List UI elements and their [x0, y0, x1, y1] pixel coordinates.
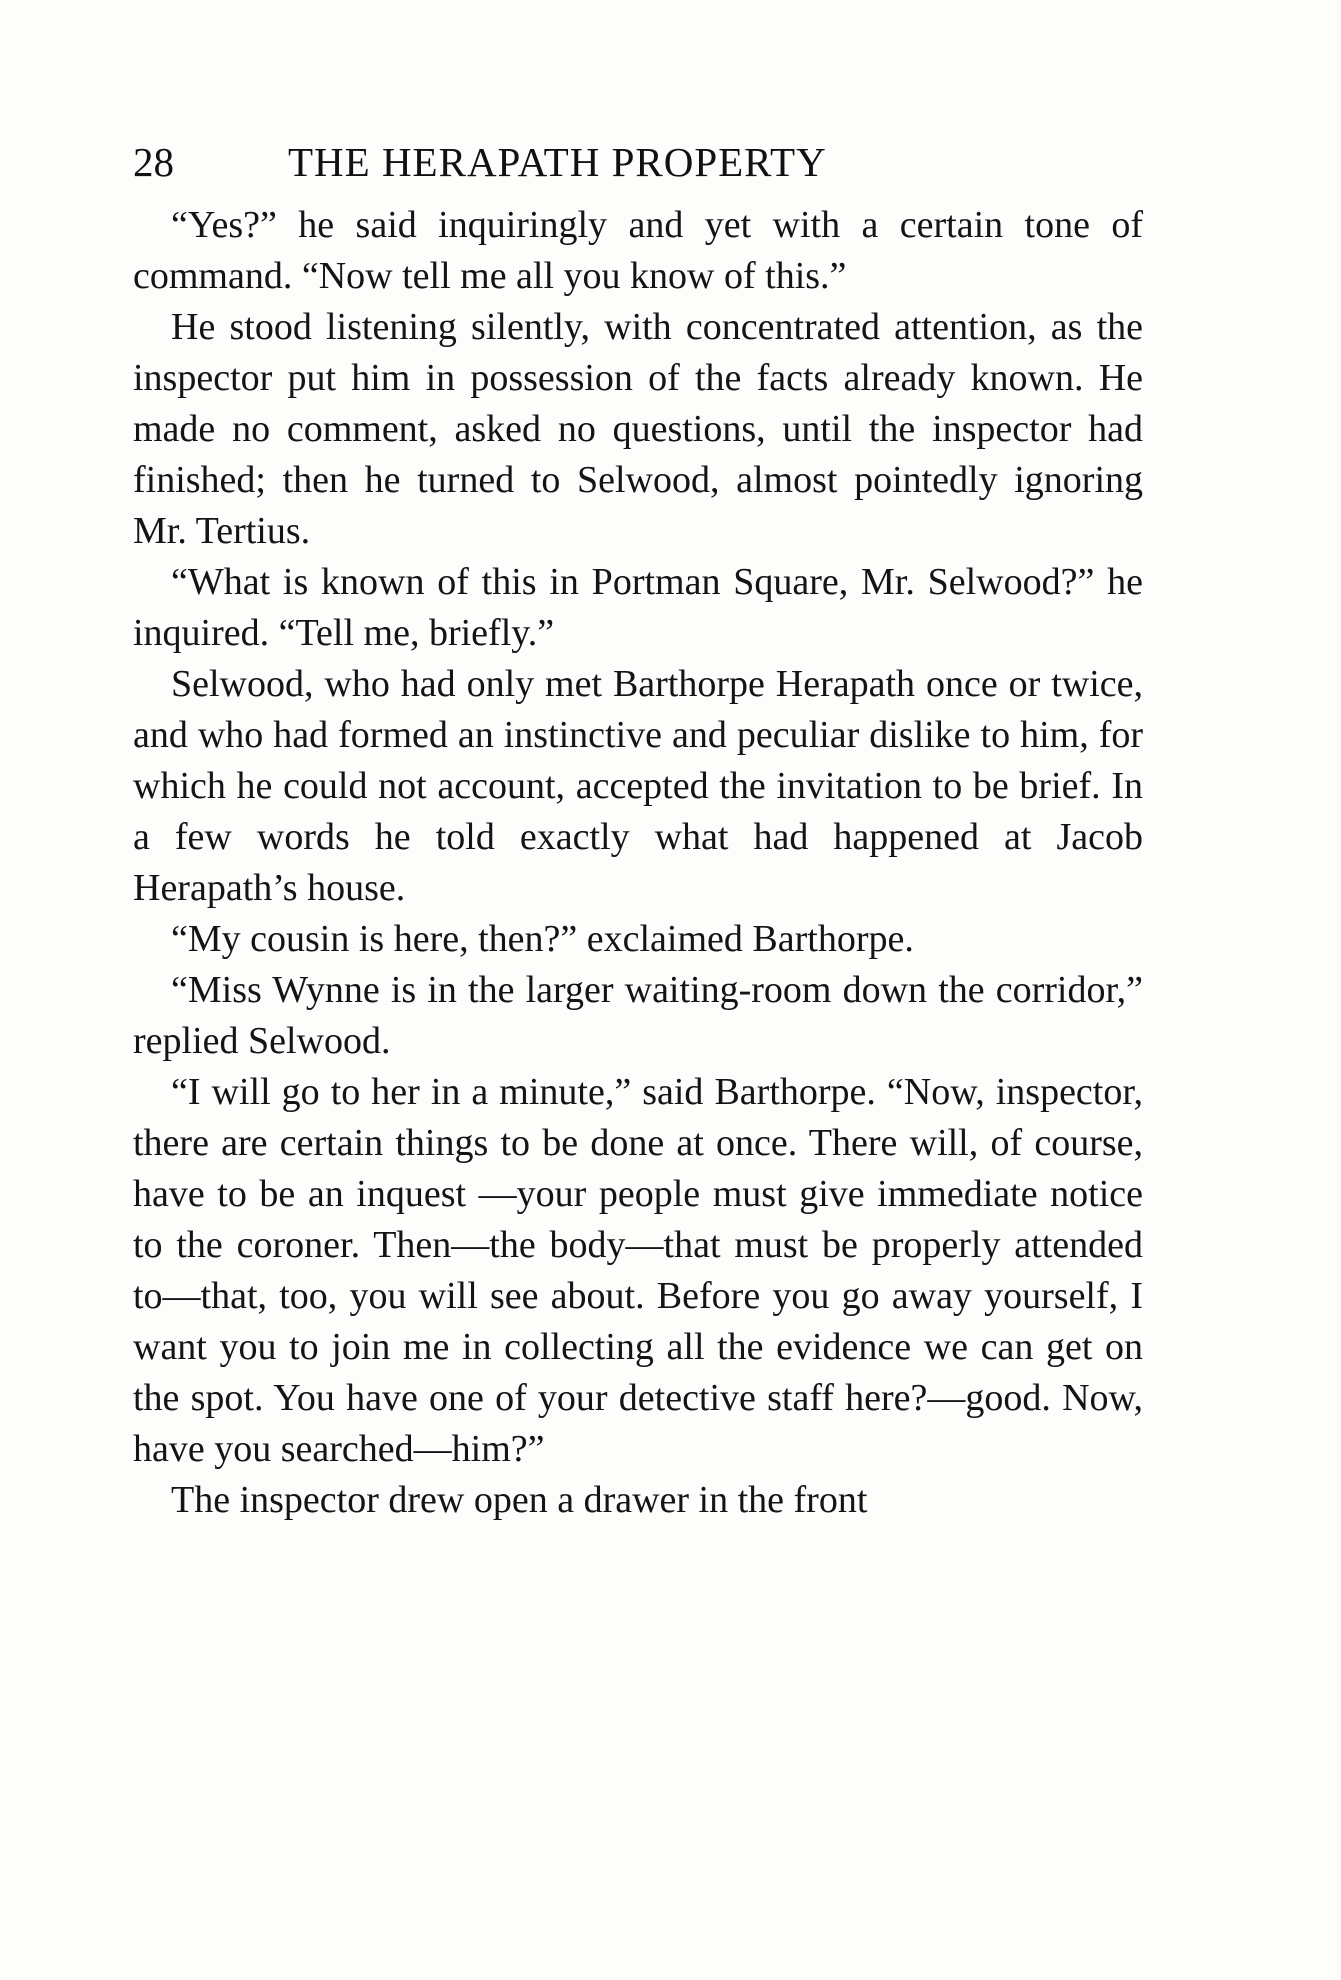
paragraph: “Yes?” he said inquiringly and yet with a certain tone of command. “Now tell me all you know of this.” — [133, 204, 1143, 297]
paragraph: “Miss Wynne is in the larger waiting-room down the corridor,” replied Selwood. — [133, 969, 1143, 1062]
running-title: THE HERAPATH PROPERTY — [288, 139, 827, 185]
body-text — [133, 200, 1143, 1526]
paragraph: He stood listening silently, with concentrated attention, as the inspector put him in possession of the facts already known. He made no comment, asked no questions, until the inspector had finished; then he turned to Selwood, almost pointedly ignoring Mr. Tertius. — [133, 306, 1143, 552]
page-number: 28 — [133, 139, 174, 185]
paragraph: “My cousin is here, then?” exclaimed Barthorpe. — [171, 918, 914, 960]
paragraph: “I will go to her in a minute,” said Barthorpe. “Now, inspector, there are certain things to be done at once. There will, of course, have to be an inquest —your people must give immediate notice to the coroner. Then—the body—that must be properly attended to—that, too, you will see about. Before you go away yourself, I want you to join me in collecting all the evidence we can get on the spot. You have one of your detective staff here?—good. Now, have you searched—him?” — [133, 1071, 1143, 1470]
page-header — [133, 138, 1143, 198]
paragraph: “What is known of this in Portman Square, Mr. Selwood?” he inquired. “Tell me, briefly.” — [133, 561, 1143, 654]
paragraph: The inspector drew open a drawer in the front — [171, 1479, 868, 1521]
paragraph: Selwood, who had only met Barthorpe Herapath once or twice, and who had formed an instinctive and peculiar dislike to him, for which he could not account, accepted the invitation to be brief. In a few words he told exactly what had happened at Jacob Herapath’s house. — [133, 663, 1143, 909]
